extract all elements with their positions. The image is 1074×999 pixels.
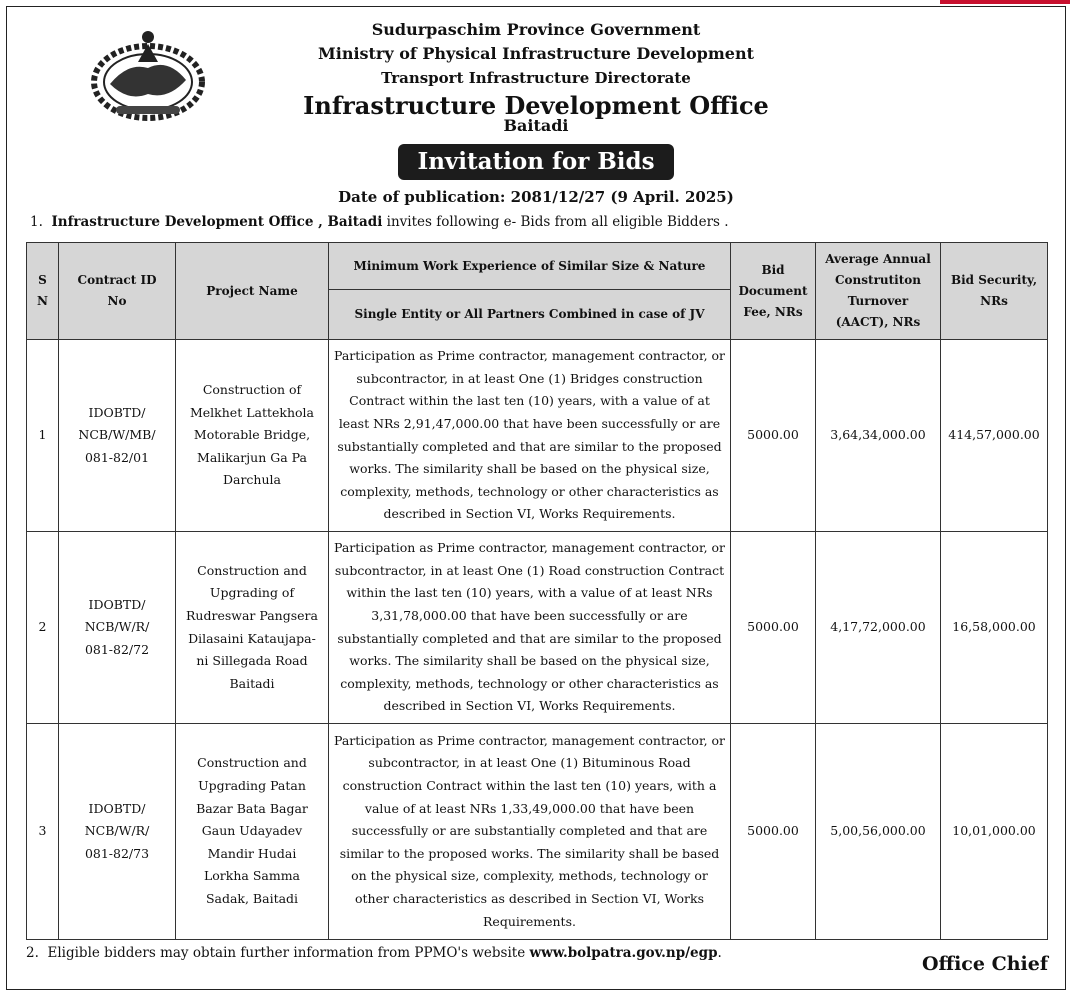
- header-aact: Average Annual Construtiton Turnover (AACT), NRs: [816, 243, 941, 340]
- header-document-fee: Bid Document Fee, NRs: [731, 243, 816, 340]
- row-document-fee: 5000.00: [731, 724, 816, 940]
- header-experience: Minimum Work Experience of Similar Size & Nature: [329, 243, 731, 290]
- footer-period: .: [717, 945, 722, 961]
- province-line: Sudurpaschim Province Government: [371, 20, 701, 39]
- signature-office-chief: Office Chief: [921, 953, 1048, 975]
- directorate-line: Transport Infrastructure Directorate: [381, 69, 691, 87]
- office-title: Infrastructure Development Office: [303, 91, 769, 120]
- office-location: Baitadi: [503, 116, 569, 135]
- row-aact: 3,64,34,000.00: [816, 340, 941, 532]
- nepal-emblem-icon: [88, 22, 208, 122]
- row-project-name: Construction and Upgrading Patan Bazar Bata Bagar Gaun Udayadev Mandir Hudai Lorkha Samma Sadak, Baitadi: [176, 724, 329, 940]
- intro-text: invites following e- Bids from all eligible Bidders .: [382, 214, 729, 230]
- row-experience-requirement: Participation as Prime contractor, management contractor, or subcontractor, in at least One (1) Bridges construction Contract within the last ten (10) years, with a value of at least NRs 2,91,47,000.00 that have been successfully or are substantially completed and that are similar to the proposed works. The similarity shall be based on the physical size, complexity, methods, technology or other characteristics as described in Section VI, Works Requirements.: [329, 340, 731, 532]
- row-bid-security: 414,57,000.00: [941, 340, 1048, 532]
- row-experience-requirement: Participation as Prime contractor, management contractor, or subcontractor, in at least One (1) Road construction Contract within the last ten (10) years, with a value of at least NRs 3,31,78,000.00 that have been successfully or are substantially completed and that are similar to the proposed works. The similarity shall be based on the physical size, complexity, methods, technology or other characteristics as described in Section VI, Works Requirements.: [329, 532, 731, 724]
- row-contract-id: IDOBTD/ NCB/W/MB/ 081-82/01: [59, 340, 176, 532]
- notice-title: Invitation for Bids: [398, 144, 674, 180]
- header-sn: S N: [27, 243, 59, 340]
- header-contract-id: Contract ID No: [59, 243, 176, 340]
- row-contract-id: IDOBTD/ NCB/W/R/ 081-82/72: [59, 532, 176, 724]
- table-row: [27, 724, 1048, 940]
- row-contract-id: IDOBTD/ NCB/W/R/ 081-82/73: [59, 724, 176, 940]
- row-bid-security: 16,58,000.00: [941, 532, 1048, 724]
- table-row: [27, 340, 1048, 532]
- intro-number: 1.: [30, 214, 43, 230]
- intro-office: Infrastructure Development Office , Baitadi: [51, 214, 383, 230]
- footer-note: [26, 945, 722, 961]
- footer-number: 2.: [26, 945, 39, 961]
- row-document-fee: 5000.00: [731, 532, 816, 724]
- bids-table: [26, 242, 1048, 940]
- top-accent-bar: [940, 0, 1070, 4]
- row-aact: 4,17,72,000.00: [816, 532, 941, 724]
- row-sn: 3: [27, 724, 59, 940]
- row-experience-requirement: Participation as Prime contractor, management contractor, or subcontractor, in at least One (1) Bituminous Road construction Contract within the last ten (10) years, with a value of at least NRs 1,33,49,000.00 that have been successfully or are substantially completed and that are similar to the proposed works. The similarity shall be based on the physical size, complexity, methods, technology or other characteristics as described in Section VI, Works Requirements.: [329, 724, 731, 940]
- publication-date: Date of publication: 2081/12/27 (9 April. 2025): [338, 188, 734, 206]
- header-experience-sub: Single Entity or All Partners Combined in case of JV: [329, 290, 731, 340]
- ministry-line: Ministry of Physical Infrastructure Development: [318, 44, 754, 63]
- row-sn: 1: [27, 340, 59, 532]
- row-project-name: Construction of Melkhet Lattekhola Motorable Bridge, Malikarjun Ga Pa Darchula: [176, 340, 329, 532]
- ppmo-website-link[interactable]: www.bolpatra.gov.np/egp: [529, 945, 718, 961]
- header-bid-security: Bid Security, NRs: [941, 243, 1048, 340]
- table-row: [27, 532, 1048, 724]
- footer-text: Eligible bidders may obtain further information from PPMO's website: [47, 945, 530, 961]
- row-aact: 5,00,56,000.00: [816, 724, 941, 940]
- row-bid-security: 10,01,000.00: [941, 724, 1048, 940]
- header-project-name: Project Name: [176, 243, 329, 340]
- row-document-fee: 5000.00: [731, 340, 816, 532]
- row-project-name: Construction and Upgrading of Rudreswar Pangsera Dilasaini Kataujapa- ni Sillegada Road Baitadi: [176, 532, 329, 724]
- row-sn: 2: [27, 532, 59, 724]
- intro-paragraph: [30, 214, 729, 230]
